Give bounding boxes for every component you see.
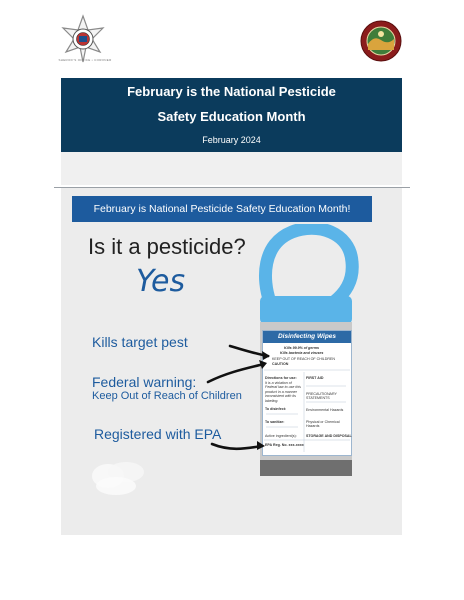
infographic-header: February is National Pesticide Safety Education Month! — [72, 196, 372, 222]
banner-spacer — [61, 152, 402, 185]
label-claim-1: Kills 99.9% of germs — [284, 346, 319, 350]
question-heading: Is it a pesticide? — [88, 234, 246, 259]
logo-caption: SHERIFF'S OFFICE • CORONER — [58, 58, 112, 62]
point-federal-warning: Federal warning: — [92, 374, 197, 390]
banner-date: February 2024 — [202, 135, 261, 145]
label-precautionary: PRECAUTIONARY STATEMENTS — [306, 392, 337, 401]
label-directions-body: It is a violation of Federal law to use this product in a manner inconsistent with its labeling. — [265, 381, 301, 403]
label-env-hazards: Environmental Hazards — [306, 408, 344, 412]
label-directions-title: Directions for use: — [265, 376, 297, 380]
label-phys-chem: Physical or Chemical Hazards — [306, 420, 340, 429]
label-storage: STORAGE AND DISPOSAL — [306, 434, 352, 438]
label-to-sanitize: To sanitize: — [265, 420, 285, 424]
point-federal-warning-detail: Keep Out of Reach of Children — [92, 390, 242, 402]
label-to-disinfect: To disinfect: — [265, 407, 287, 411]
answer-yes: Yes — [136, 264, 186, 299]
label-first-aid: FIRST AID — [306, 376, 324, 380]
label-claim-2: Kills bacteria and viruses — [280, 351, 324, 355]
banner-title-line-1: February is the National Pesticide — [127, 84, 336, 99]
point-kills-target-pest: Kills target pest — [92, 334, 188, 350]
label-epa-reg: EPA Reg. No. xxx-xxxx — [265, 443, 304, 447]
banner-title-line-2: Safety Education Month — [157, 109, 306, 124]
label-caution: CAUTION — [272, 362, 289, 366]
county-seal-icon — [360, 20, 402, 62]
title-banner — [61, 78, 402, 152]
label-active-ingredients: Active ingredient(s): — [265, 434, 297, 438]
blurred-mark-icon — [88, 458, 150, 498]
label-keep-out: KEEP OUT OF REACH OF CHILDREN — [272, 357, 335, 361]
point-registered-epa: Registered with EPA — [94, 426, 222, 442]
product-label-title: Disinfecting Wipes — [263, 331, 351, 343]
